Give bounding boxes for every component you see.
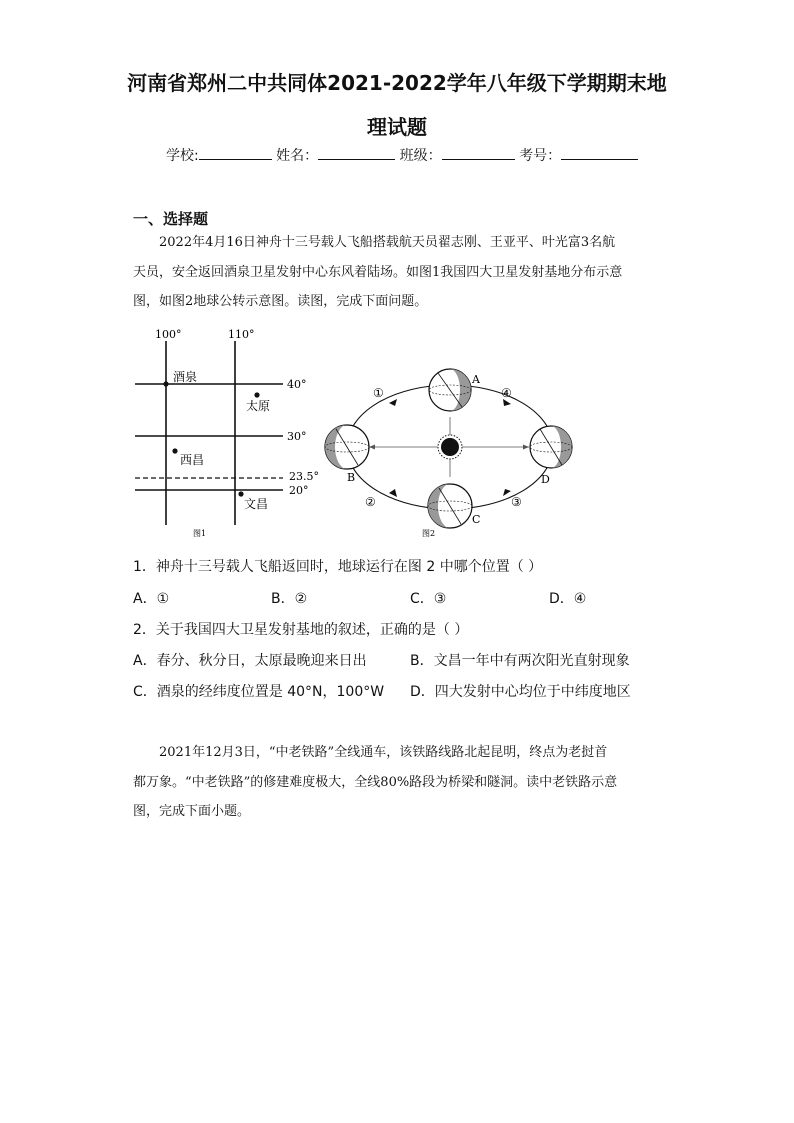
place-xichang: 西昌: [180, 453, 205, 467]
q1-option-b[interactable]: B．②: [271, 591, 308, 607]
wenchang-dot: [238, 491, 243, 496]
earth-position-a: [429, 369, 481, 411]
q2-option-c[interactable]: C．酒泉的经纬度位置是 40°N，100°W: [133, 684, 385, 700]
lat-label-20: 20°: [289, 484, 309, 497]
school-blank[interactable]: [199, 145, 272, 160]
jiuquan-dot: [163, 381, 168, 386]
section-heading: 一、选择题: [133, 210, 209, 228]
figure-1-caption: 图1: [193, 529, 207, 538]
intro1-line: 天员，安全返回酒泉卫星发射中心东风着陆场。如图1我国四大卫星发射基地分布示意: [133, 264, 623, 280]
place-taiyuan: 太原: [246, 399, 271, 413]
lat-label-30: 30°: [287, 430, 307, 443]
figures: [133, 325, 663, 540]
sun-icon: [438, 435, 462, 459]
student-info-row: [166, 145, 638, 165]
taiyuan-dot: [254, 392, 259, 397]
intro1-line: 图，如图2地球公转示意图。读图，完成下面问题。: [133, 294, 428, 309]
figure-2-caption: 图2: [422, 529, 436, 538]
lat-label-40: 40°: [287, 378, 307, 391]
xichang-dot: [172, 448, 177, 453]
question-1-stem: 1．神舟十三号载人飞船返回时，地球运行在图 2 中哪个位置（ ）: [133, 559, 543, 575]
q1-option-d[interactable]: D．④: [549, 591, 587, 607]
lon-label-100: 100°: [155, 328, 182, 341]
number-label: 考号：: [519, 148, 562, 164]
name-label: 姓名：: [276, 148, 319, 164]
earth-position-b: [325, 425, 369, 484]
q2-option-b[interactable]: B．文昌一年中有两次阳光直射现象: [410, 653, 630, 669]
label-d: D: [541, 473, 550, 486]
figure-2-orbit: [325, 369, 572, 538]
label-c: C: [472, 513, 481, 526]
arrow-label-3: ③: [511, 495, 522, 509]
lon-label-110: 110°: [228, 328, 255, 341]
q2-option-a[interactable]: A．春分、秋分日，太原最晚迎来日出: [133, 653, 367, 669]
number-blank[interactable]: [561, 145, 638, 160]
label-b: B: [347, 471, 356, 484]
place-wenchang: 文昌: [244, 497, 269, 511]
class-label: 班级：: [399, 148, 442, 164]
page-title-line1: 河南省郑州二中共同体2021-2022学年八年级下学期期末地: [127, 71, 667, 95]
arrow-label-4: ④: [501, 386, 512, 400]
q1-option-c[interactable]: C．③: [410, 591, 447, 607]
figure-1-map: [135, 328, 319, 538]
q2-option-d[interactable]: D．四大发射中心均位于中纬度地区: [410, 684, 631, 700]
page-title-line2: 理试题: [367, 115, 427, 139]
intro2-line: 都万象。“中老铁路”的修建难度极大，全线80%路段为桥梁和隧洞。读中老铁路示意: [133, 774, 618, 790]
arrow-label-2: ②: [365, 495, 376, 509]
intro1-line: 2022年4月16日神舟十三号载人飞船搭载航天员翟志刚、王亚平、叶光富3名航: [159, 235, 616, 250]
intro-paragraph-2: [133, 738, 663, 827]
lat-label-23-5: 23.5°: [289, 470, 319, 483]
place-jiuquan: 酒泉: [173, 370, 198, 384]
q1-option-a[interactable]: A．①: [133, 591, 170, 607]
intro-paragraph-1: [133, 228, 663, 317]
intro2-line: 2021年12月3日，“中老铁路”全线通车，该铁路线路北起昆明，终点为老挝首: [159, 745, 608, 760]
earth-position-d: [530, 426, 572, 486]
class-blank[interactable]: [442, 145, 515, 160]
arrow-label-1: ①: [373, 386, 384, 400]
label-a: A: [472, 373, 480, 386]
school-label: 学校:: [166, 148, 199, 164]
intro2-line: 图，完成下面小题。: [133, 804, 251, 819]
name-blank[interactable]: [318, 145, 395, 160]
question-2-stem: 2．关于我国四大卫星发射基地的叙述，正确的是（ ）: [133, 622, 469, 638]
earth-position-c: [428, 484, 480, 528]
